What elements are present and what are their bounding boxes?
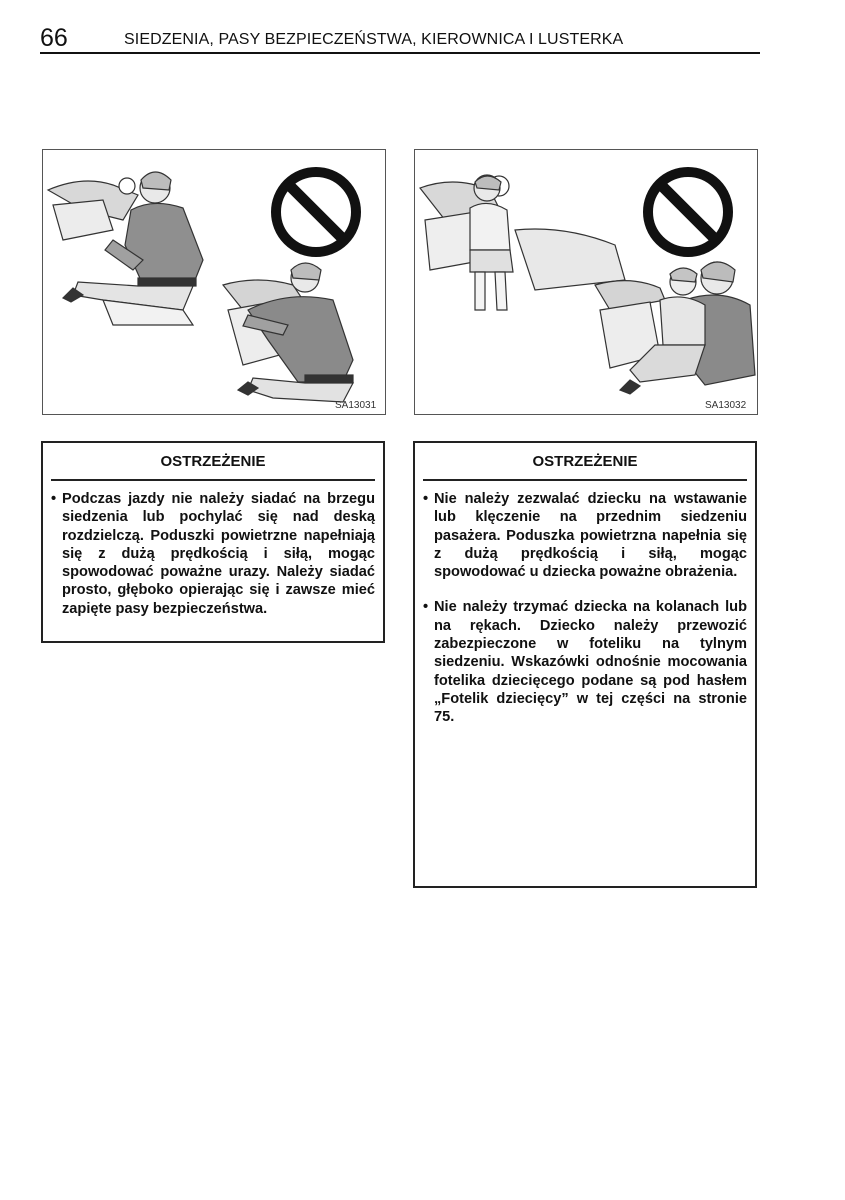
- page-header: [40, 24, 760, 54]
- section-title: SIEDZENIA, PASY BEZPIECZEŃSTWA, KIEROWNICA I LUSTERKA: [124, 31, 624, 48]
- figure-code: SA13032: [705, 400, 747, 411]
- adult-holding-child-figure: [595, 262, 755, 394]
- warning-title: OSTRZEŻENIE: [51, 443, 375, 481]
- warning-box-child: [413, 441, 757, 888]
- illustration-child-on-seat: [414, 149, 758, 415]
- warning-item: • Nie należy trzymać dziecka na kolanach lub na rękach. Dziecko należy przewozić zabezpieczone w foteliku na tylnym siedzeniu. Wskazówki odnośnie mocowania fotelika dziecięcego podane są pod hasłem „Fotelik dziecięcy” w tej części na stronie 75.: [423, 598, 747, 726]
- standing-child-figure: [420, 175, 625, 310]
- warning-item: • Podczas jazdy nie należy siadać na brzegu siedzenia lub pochylać się nad deską rozdzielczą. Poduszki powietrzne napełniają się z dużą prędkością i siłą, mogąc spowodować poważne urazy. Należy siadać prosto, głęboko opierając się i zawsze mieć zapięte pasy bezpieczeństwa.: [51, 490, 375, 618]
- illustration-drawing: [43, 150, 385, 414]
- warning-box-seating: [41, 441, 385, 643]
- warning-item: • Nie należy zezwalać dziecku na wstawanie lub klęczenie na przednim siedzeniu pasażera. Poduszka powietrzna napełnia się z dużą prędkością i siłą, mogąc spowodować u dziecka poważne obrażenia.: [423, 490, 747, 581]
- figure-code: SA13031: [335, 400, 377, 411]
- seated-man-figure: [48, 172, 203, 325]
- page-number: 66: [40, 24, 68, 52]
- prohibition-icon: [276, 172, 356, 252]
- warning-list: [415, 481, 755, 727]
- leaning-man-figure: [223, 263, 353, 402]
- prohibition-icon: [648, 172, 728, 252]
- warning-list: [43, 481, 383, 618]
- illustration-drawing: [415, 150, 757, 414]
- warning-title: OSTRZEŻENIE: [423, 443, 747, 481]
- illustration-leaning-adult: [42, 149, 386, 415]
